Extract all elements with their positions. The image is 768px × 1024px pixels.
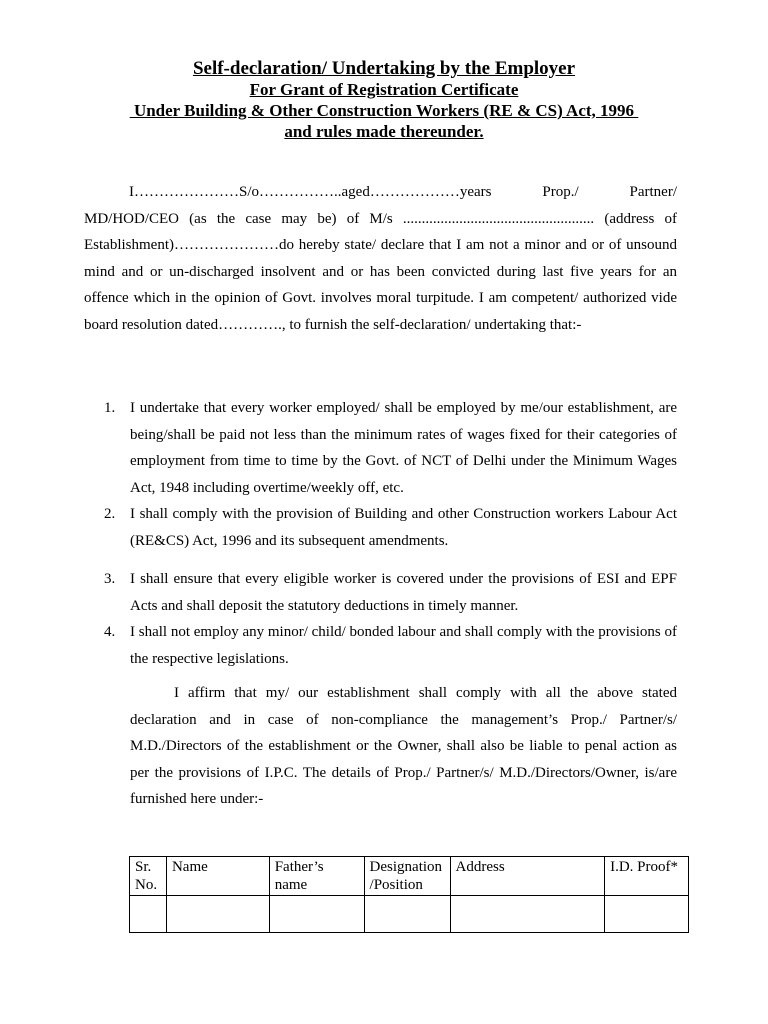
list-item-text: I undertake that every worker employed/ shall be employed by me/our establishment, are being/shall be paid not less than the minimum rates of wages fixed for their categories of employment from time to time by the Govt. of NCT of Delhi under the Minimum Wages Act, 1948 including overtime/weekly off, etc. [130, 400, 677, 496]
list-item-number: 4. [104, 624, 116, 640]
declaration-intro [84, 179, 677, 339]
col-header-designation: Designation /Position [364, 857, 450, 896]
list-item-text: I shall comply with the provision of Building and other Construction workers Labour Act (RE&CS) Act, 1996 and its subsequent amendments. [130, 506, 677, 549]
col-header-name: Name [166, 857, 269, 896]
list-item-number: 1. [104, 400, 116, 416]
document-subtitle-1: For Grant of Registration Certificate [249, 80, 519, 99]
intro-line-5: offence which in the opinion of Govt. involves moral turpitude. I am competent/ authorized vide [84, 290, 677, 307]
list-item [104, 501, 677, 554]
list-item-number: 2. [104, 506, 116, 522]
intro-partner: Partner/ [629, 184, 677, 200]
list-item [104, 395, 677, 501]
owner-details-table [129, 856, 689, 933]
list-item-text: I shall ensure that every eligible worker is covered under the provisions of ESI and EPF Acts and shall deposit the statutory deductions in timely manner. [130, 571, 677, 614]
list-item [104, 619, 677, 672]
intro-name-blanks: I…………………S/o……………..aged………………years [129, 184, 492, 200]
list-item-number: 3. [104, 571, 116, 587]
affirmation-paragraph: I affirm that my/ our establishment shall comply with all the above stated declaration and in case of non-compliance the management’s Prop./ Partner/s/ M.D./Directors of the establishment or the Owner, shall also be liable to penal action as per the provisions of I.P.C. The details of Prop./ Partner/s/ M.D./Directors/Owner, is/are furnished here under:- [130, 685, 677, 808]
intro-line-1 [84, 179, 677, 206]
table-header-row [130, 857, 689, 896]
document-subtitle-3: and rules made thereunder. [284, 122, 484, 141]
col-header-sr-no: Sr. No. [130, 857, 167, 896]
table-cell [269, 896, 364, 933]
col-header-id-proof: I.D. Proof* [605, 857, 689, 896]
intro-line-6: board resolution dated…………., to furnish the self-declaration/ undertaking that:- [84, 316, 582, 333]
title-block [0, 58, 768, 142]
document-subtitle-2: Under Building & Other Construction Workers (RE & CS) Act, 1996 [129, 101, 639, 120]
intro-line-2: MD/HOD/CEO (as the case may be) of M/s ................................................... (address of [84, 210, 677, 227]
col-header-fathers-name: Father’s name [269, 857, 364, 896]
intro-line-3: Establishment)…………………do hereby state/ declare that I am not a minor and or of unsound [84, 237, 677, 254]
col-header-address: Address [450, 857, 605, 896]
document-title: Self-declaration/ Undertaking by the Employer [192, 58, 576, 79]
list-item-text: I shall not employ any minor/ child/ bonded labour and shall comply with the provisions of the respective legislations. [130, 624, 678, 667]
table-row [130, 896, 689, 933]
intro-line-4: mind and or un-discharged insolvent and or has been convicted during last five years for an [84, 263, 677, 280]
table-cell [450, 896, 605, 933]
list-item [104, 566, 677, 619]
table-cell [605, 896, 689, 933]
table-cell [130, 896, 167, 933]
intro-prop: Prop./ [542, 184, 579, 200]
table-cell [166, 896, 269, 933]
table-cell [364, 896, 450, 933]
